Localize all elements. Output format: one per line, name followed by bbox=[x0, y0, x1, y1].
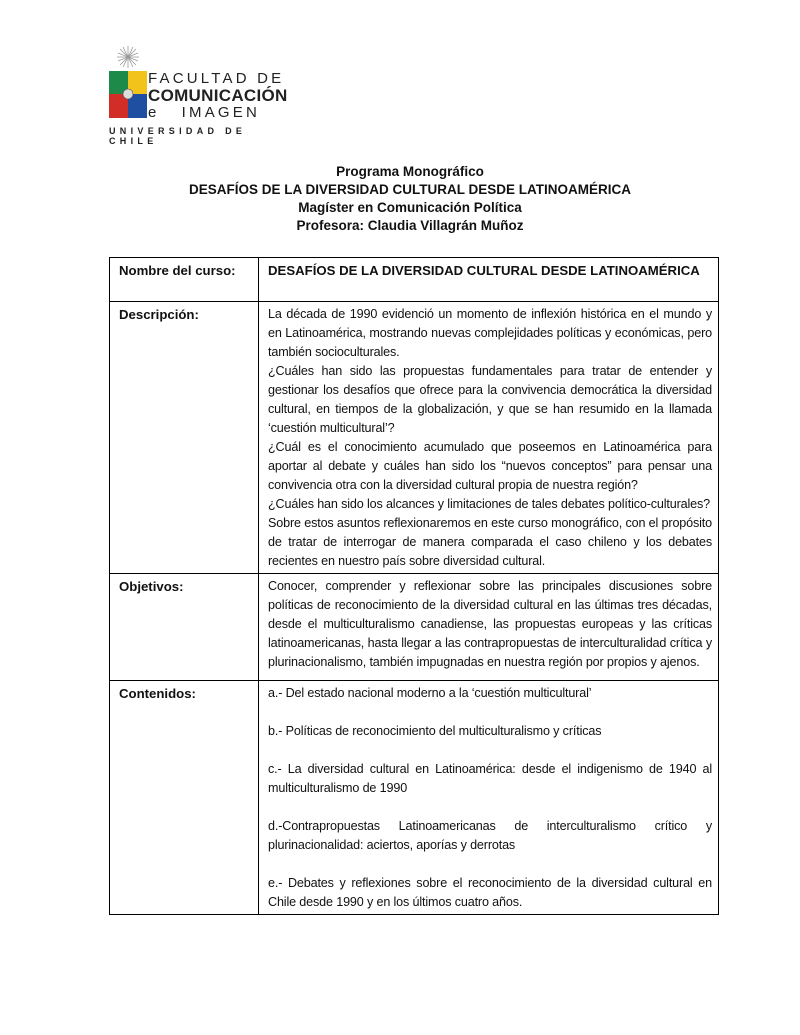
faculty-name: FACULTAD DE COMUNICACIÓN e IMAGEN bbox=[148, 70, 288, 121]
content-item: c.- La diversidad cultural en Latinoamérica: desde el indigenismo de 1940 al multiculturalismo de 1990 bbox=[268, 762, 712, 795]
description-paragraph: ¿Cuál es el conocimiento acumulado que poseemos en Latinoamérica para aportar al debate y cuáles han sido los “nuevos conceptos” para pensar una convivencia otra con la diversidad cultural propia de nuestra región? bbox=[268, 440, 712, 492]
label-descripcion: Descripción: bbox=[110, 302, 259, 574]
degree: Magíster en Comunicación Política bbox=[298, 200, 522, 215]
description-paragraph: ¿Cuáles han sido los alcances y limitaciones de tales debates político-culturales? bbox=[268, 497, 711, 511]
row-contenidos bbox=[110, 681, 719, 915]
content-item: d.-Contrapropuestas Latinoamericanas de interculturalismo crítico y plurinacionalidad: aciertos, aporías y derrotas bbox=[268, 819, 712, 852]
objectives-text: Conocer, comprender y reflexionar sobre las principales discusiones sobre políticas de reconocimiento de la diversidad cultural en las últimas tres décadas, desde el multiculturalismo canadiense, las propuestas europeas y las críticas latinoamericanas, hasta llegar a las contrapropuestas de interculturalidad crítica y plurinacionalismo, también impugnadas en nuestra región por propios y ajenos. bbox=[268, 579, 712, 669]
program-title: DESAFÍOS DE LA DIVERSIDAD CULTURAL DESDE LATINOAMÉRICA bbox=[188, 182, 631, 197]
description-paragraph: Sobre estos asuntos reflexionaremos en este curso monográfico, con el propósito de tratar de interrogar de manera comparada el caso chileno y los debates recientes en nuestro país sobre diversidad cultural. bbox=[268, 516, 712, 568]
row-descripcion bbox=[110, 302, 719, 574]
document-header bbox=[120, 163, 700, 235]
row-nombre bbox=[110, 258, 719, 302]
university-name: UNIVERSIDAD DE CHILE bbox=[109, 126, 247, 146]
contents bbox=[259, 681, 719, 915]
content-item: e.- Debates y reflexiones sobre el reconocimiento de la diversidad cultural en Chile desde 1990 y en los últimos cuatro años. bbox=[268, 876, 712, 909]
row-objetivos bbox=[110, 574, 719, 681]
content-item: a.- Del estado nacional moderno a la ‘cuestión multicultural’ bbox=[268, 686, 592, 700]
program-type: Programa Monográfico bbox=[336, 164, 484, 179]
objectives bbox=[259, 574, 719, 681]
description-paragraph: ¿Cuáles han sido las propuestas fundamentales para tratar de entender y gestionar los desafíos que ofrece para la convivencia democrática la diversidad cultural, en tiempos de la globalización, y que se han resumido en la llamada ‘cuestión multicultural’? bbox=[268, 364, 712, 435]
content-item: b.- Políticas de reconocimiento del multiculturalismo y críticas bbox=[268, 724, 602, 738]
course-name: DESAFÍOS DE LA DIVERSIDAD CULTURAL DESDE LATINOAMÉRICA bbox=[259, 258, 719, 302]
course-table bbox=[109, 257, 719, 915]
crest-icon bbox=[108, 44, 148, 122]
label-objetivos: Objetivos: bbox=[110, 574, 259, 681]
description bbox=[259, 302, 719, 574]
label-contenidos: Contenidos: bbox=[110, 681, 259, 915]
university-logo bbox=[108, 44, 298, 146]
professor: Profesora: Claudia Villagrán Muñoz bbox=[296, 218, 524, 233]
label-nombre: Nombre del curso: bbox=[110, 258, 259, 302]
description-paragraph: La década de 1990 evidenció un momento de inflexión histórica en el mundo y en Latinoamérica, mostrando nuevas complejidades políticas y económicas, pero también socioculturales. bbox=[268, 307, 712, 359]
